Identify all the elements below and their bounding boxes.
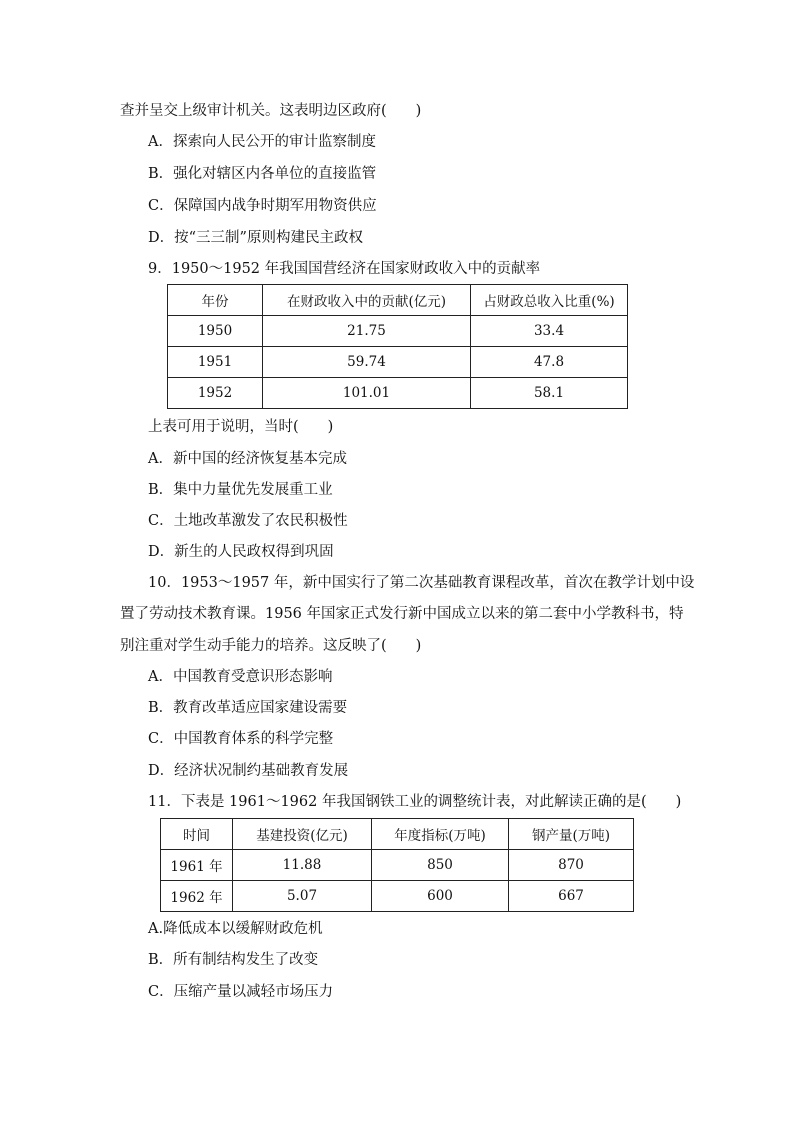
- q9-after-text: 上表可用于说明，当时( ): [148, 419, 334, 435]
- table-header-cell: 钢产量(万吨): [509, 819, 634, 850]
- table-cell: 5.07: [233, 881, 372, 912]
- q11-option-a: A.降低成本以缓解财政危机: [148, 921, 323, 937]
- q8-stem-tail: 查并呈交上级审计机关。这表明边区政府( ): [120, 103, 422, 119]
- table-header-cell: 在财政收入中的贡献(亿元): [263, 285, 471, 316]
- table-cell: 101.01: [263, 378, 471, 409]
- q8-option-b: B．强化对辖区内各单位的直接监管: [148, 166, 377, 182]
- table-header-row: [168, 285, 628, 316]
- q11-option-b: B．所有制结构发生了改变: [148, 952, 319, 968]
- q11-option-c: C．压缩产量以减轻市场压力: [148, 984, 334, 1000]
- table-row: [161, 850, 634, 881]
- q10-stem-line-2: 置了劳动技术教育课。1956 年国家正式发行新中国成立以来的第二套中小学教科书，特: [120, 606, 684, 622]
- q10-stem-line-3: 别注重对学生动手能力的培养。这反映了( ): [120, 638, 422, 654]
- table-header-cell: 占财政总收入比重(%): [471, 285, 628, 316]
- table-cell: 600: [372, 881, 509, 912]
- q9-option-c: C．土地改革激发了农民积极性: [148, 513, 348, 529]
- q10-option-b: B．教育改革适应国家建设需要: [148, 700, 348, 716]
- q8-option-a: A．探索向人民公开的审计监察制度: [148, 134, 376, 150]
- q11-stem: 11．下表是 1961～1962 年我国钢铁工业的调整统计表，对此解读正确的是( ): [148, 794, 682, 810]
- table-cell: 1950: [168, 316, 263, 347]
- table-header-row: [161, 819, 634, 850]
- table-cell: 1962 年: [161, 881, 233, 912]
- q9-table: [167, 284, 628, 409]
- table-cell: 1952: [168, 378, 263, 409]
- q9-option-a: A．新中国的经济恢复基本完成: [148, 451, 347, 467]
- q9-stem: 9．1950～1952 年我国国营经济在国家财政收入中的贡献率: [148, 261, 541, 277]
- q9-option-b: B．集中力量优先发展重工业: [148, 482, 333, 498]
- q10-option-a: A．中国教育受意识形态影响: [148, 669, 333, 685]
- table-cell: 1961 年: [161, 850, 233, 881]
- table-row: [168, 316, 628, 347]
- table-row: [168, 347, 628, 378]
- table-cell: 58.1: [471, 378, 628, 409]
- table-cell: 47.8: [471, 347, 628, 378]
- q11-table: [160, 818, 634, 912]
- table-cell: 59.74: [263, 347, 471, 378]
- table-cell: 1951: [168, 347, 263, 378]
- q10-option-d: D．经济状况制约基础教育发展: [148, 763, 349, 779]
- q10-option-c: C．中国教育体系的科学完整: [148, 731, 334, 747]
- table-row: [161, 881, 634, 912]
- table-header-cell: 年份: [168, 285, 263, 316]
- table-header-cell: 基建投资(亿元): [233, 819, 372, 850]
- table-cell: 850: [372, 850, 509, 881]
- q10-stem-line-1: 10．1953～1957 年，新中国实行了第二次基础教育课程改革，首次在教学计划中设: [148, 575, 695, 591]
- q9-option-d: D．新生的人民政权得到巩固: [148, 544, 334, 560]
- table-cell: 870: [509, 850, 634, 881]
- table-cell: 33.4: [471, 316, 628, 347]
- table-cell: 11.88: [233, 850, 372, 881]
- table-cell: 21.75: [263, 316, 471, 347]
- table-header-cell: 时间: [161, 819, 233, 850]
- table-row: [168, 378, 628, 409]
- q8-option-c: C．保障国内战争时期军用物资供应: [148, 198, 377, 214]
- table-cell: 667: [509, 881, 634, 912]
- q8-option-d: D．按“三三制”原则构建民主政权: [148, 230, 363, 246]
- table-header-cell: 年度指标(万吨): [372, 819, 509, 850]
